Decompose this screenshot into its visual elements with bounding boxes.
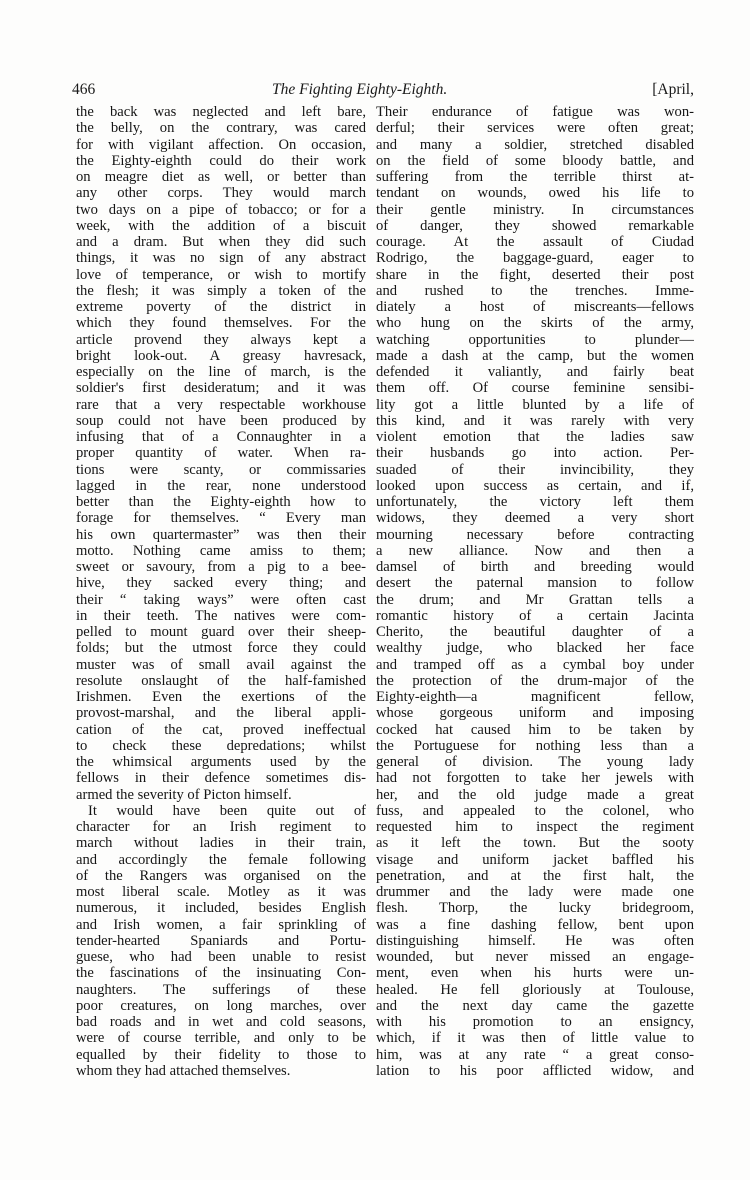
text-line: wealthy judge, who blacked her face [376, 640, 694, 657]
text-line: fellows in their defence sometimes dis- [76, 770, 366, 787]
text-line: article provend they always kept a [76, 331, 366, 348]
text-line: for with vigilant affection. On occasion, [76, 136, 366, 153]
text-line: poor creatures, on long marches, over [76, 997, 366, 1014]
text-line: share in the fight, deserted their post [376, 266, 694, 283]
text-line: diately a host of miscreants—fellows [376, 299, 694, 315]
text-line: resolute onslaught of the half-famished [76, 672, 366, 689]
text-line: to check these depredations; whilst [76, 737, 366, 754]
text-line: especially on the line of march, is the [76, 364, 366, 380]
text-line: ment, even when his hurts were un- [376, 965, 694, 982]
text-line: two days on a pipe of tobacco; or for a [76, 201, 366, 218]
text-line: a new alliance. Now and then a [376, 542, 694, 559]
text-line: It would have been quite out of [88, 802, 366, 819]
text-line: pelled to mount guard over their sheep- [76, 624, 366, 640]
text-line: which they found themselves. For the [76, 315, 366, 332]
text-line: whom they had attached themselves. [76, 1062, 291, 1079]
text-line: forage for themselves. “ Every man [76, 510, 366, 527]
text-line: and accordingly the female following [76, 851, 366, 868]
text-line: the Portuguese for nothing less than a [376, 737, 694, 754]
text-line: provost-marshal, and the liberal appli- [76, 705, 366, 722]
text-line: healed. He fell gloriously at Toulouse, [376, 981, 694, 998]
text-line: and many a soldier, stretched disabled [376, 136, 694, 153]
text-line: Cherito, the beautiful daughter of a [376, 624, 694, 640]
text-line: bad roads and in wet and cold seasons, [76, 1014, 366, 1030]
text-line: who hung on the skirts of the army, [376, 315, 694, 332]
text-line: things, it was no sign of any abstract [76, 250, 366, 267]
text-line: week, with the addition of a biscuit [76, 217, 366, 234]
text-line: desert the paternal mansion to follow [376, 575, 694, 592]
text-line: visage and uniform jacket baffled his [376, 851, 694, 868]
text-line: soup could not have been produced by [76, 412, 366, 429]
running-title: The Fighting Eighty-Eighth. [272, 81, 448, 98]
text-line: lity got a little blunted by a life of [376, 396, 694, 413]
running-header [72, 81, 694, 103]
text-line: proper quantity of water. When ra- [76, 445, 366, 462]
text-line: bright look-out. A greasy havresack, [76, 347, 366, 364]
text-line: Eighty-eighth—a magnificent fellow, [376, 689, 694, 705]
text-line: tender-hearted Spaniards and Portu- [76, 932, 366, 949]
text-line: of danger, they showed remarkable [376, 217, 694, 234]
running-month: [April, [652, 81, 694, 98]
text-line: motto. Nothing came amiss to them; [76, 542, 366, 559]
text-line: watching opportunities to plunder— [376, 331, 694, 348]
text-line: march without ladies in their train, [76, 835, 366, 852]
text-line: their husbands go into action. Per- [376, 445, 694, 462]
text-line: suffering from the terrible thirst at- [376, 169, 694, 185]
text-line: the protection of the drum-major of the [376, 672, 694, 689]
text-line: the belly, on the contrary, was cared [76, 120, 366, 137]
text-line: unfortunately, the victory left them [376, 494, 694, 510]
text-line: him, was at any rate “ a great conso- [376, 1046, 694, 1063]
text-line: their gentle ministry. In circumstances [376, 201, 694, 218]
text-line: and rushed to the trenches. Imme- [376, 282, 694, 299]
text-line: was a fine dashing fellow, bent upon [376, 916, 694, 933]
text-line: the fascinations of the insinuating Con- [76, 965, 366, 982]
text-line: requested him to inspect the regiment [376, 819, 694, 835]
text-line: extreme poverty of the district in [76, 299, 366, 315]
text-line: the drum; and Mr Grattan tells a [376, 591, 694, 608]
text-line: drummer and the lady were made one [376, 884, 694, 900]
text-line: as it left the town. But the sooty [376, 835, 694, 852]
text-line: whose gorgeous uniform and imposing [376, 705, 694, 722]
text-line: courage. At the assault of Ciudad [376, 234, 694, 250]
text-line: Irishmen. Even the exertions of the [76, 689, 366, 705]
left-text-column [76, 104, 366, 1079]
text-line: on the field of some bloody battle, and [376, 152, 694, 169]
text-line: in their teeth. The natives were com- [76, 607, 366, 624]
text-line: distinguishing himself. He was often [376, 932, 694, 949]
text-line: damsel of birth and breeding would [376, 559, 694, 575]
text-line: flesh. Thorp, the lucky bridegroom, [376, 900, 694, 917]
text-line: penetration, and at the first halt, the [376, 867, 694, 884]
text-line: defended it valiantly, and fairly beat [376, 364, 694, 380]
text-line: and tramped off as a cymbal boy under [376, 656, 694, 673]
text-line: cation of the cat, proved ineffectual [76, 721, 366, 738]
text-line: better than the Eighty-eighth how to [76, 494, 366, 510]
text-line: sweet or savoury, from a pig to a bee- [76, 559, 366, 575]
text-line: character for an Irish regiment to [76, 819, 366, 835]
text-line: muster was of small avail against the [76, 656, 366, 673]
text-line: made a dash at the camp, but the women [376, 347, 694, 364]
text-line: Rodrigo, the baggage-guard, eager to [376, 250, 694, 267]
text-line: the whimsical arguments used by the [76, 754, 366, 770]
text-line: guese, who had been unable to resist [76, 949, 366, 965]
text-line: folds; but the utmost force they could [76, 640, 366, 657]
text-line: armed the severity of Picton himself. [76, 786, 292, 803]
text-line: most liberal scale. Motley as it was [76, 884, 366, 900]
text-line: numerous, it included, besides English [76, 900, 366, 917]
text-line: violent emotion that the ladies saw [376, 429, 694, 445]
text-line: of the Rangers was organised on the [76, 867, 366, 884]
text-line: cocked hat caused him to be taken by [376, 721, 694, 738]
text-line: Their endurance of fatigue was won- [376, 104, 694, 120]
text-line: and the next day came the gazette [376, 997, 694, 1014]
text-line: tions were scanty, or commissaries [76, 461, 366, 478]
page-number: 466 [72, 81, 96, 98]
text-line: the back was neglected and left bare, [76, 104, 366, 120]
text-line: which, if it was then of little value to [376, 1030, 694, 1047]
text-line: equalled by their fidelity to those to [76, 1046, 366, 1063]
text-line: and a dram. But when they did such [76, 234, 366, 250]
text-line: his own quartermaster” was then their [76, 526, 366, 543]
text-line: widows, they deemed a very short [376, 510, 694, 527]
text-line: general of division. The young lady [376, 754, 694, 770]
text-line: tendant on wounds, owed his life to [376, 185, 694, 202]
text-line: this kind, and it was rarely with very [376, 412, 694, 429]
text-line: soldier's first desideratum; and it was [76, 380, 366, 397]
text-line: love of temperance, or wish to mortify [76, 266, 366, 283]
text-line: fuss, and appealed to the colonel, who [376, 802, 694, 819]
text-line: had not forgotten to take her jewels with [376, 770, 694, 787]
text-line: hive, they sacked every thing; and [76, 575, 366, 592]
text-line: her, and the old judge made a great [376, 786, 694, 803]
text-line: looked upon success as certain, and if, [376, 477, 694, 494]
text-line: infusing that of a Connaughter in a [76, 429, 366, 445]
text-line: rare that a very respectable workhouse [76, 396, 366, 413]
text-line: the Eighty-eighth could do their work [76, 152, 366, 169]
text-line: lagged in the rear, none understood [76, 477, 366, 494]
text-line: suaded of their invincibility, they [376, 461, 694, 478]
text-line: wounded, but never missed an engage- [376, 949, 694, 965]
text-line: the flesh; it was simply a token of the [76, 282, 366, 299]
text-line: naughters. The sufferings of these [76, 981, 366, 998]
text-line: were of course terrible, and only to be [76, 1030, 366, 1047]
text-line: romantic history of a certain Jacinta [376, 607, 694, 624]
right-text-column [376, 104, 694, 1079]
text-line: on meagre diet as well, or better than [76, 169, 366, 185]
text-line: with his promotion to an ensigncy, [376, 1014, 694, 1030]
text-line: mourning necessary before contracting [376, 526, 694, 543]
text-line: their “ taking ways” were often cast [76, 591, 366, 608]
text-line: and Irish women, a fair sprinkling of [76, 916, 366, 933]
text-line: derful; their services were often great; [376, 120, 694, 137]
text-line: lation to his poor afflicted widow, and [376, 1062, 694, 1079]
text-line: any other corps. They would march [76, 185, 366, 202]
text-line: them off. Of course feminine sensibi- [376, 380, 694, 397]
